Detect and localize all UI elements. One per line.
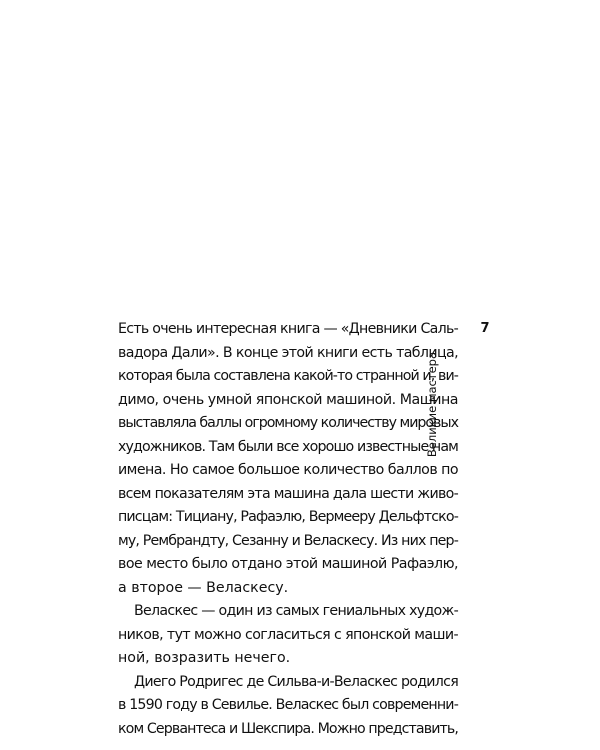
page-number: 7 xyxy=(480,321,490,336)
text-line: ников, тут можно согласиться с японской маши- xyxy=(118,626,458,643)
text-line: ком Сервантеса и Шекспира. Можно представить, xyxy=(118,720,458,737)
running-head-text: Великие мастера xyxy=(425,352,439,458)
text-line: му, Рембрандту, Сезанну и Веласкесу. Из них пер- xyxy=(118,532,458,549)
text-line: в 1590 году в Севилье. Веласкес был современни- xyxy=(118,697,458,713)
body-text xyxy=(118,318,458,741)
text-line: выставляла баллы огромному количеству мировых xyxy=(118,415,458,431)
text-line: а второе — Веласкесу. xyxy=(118,579,289,596)
text-line: вое место было отдано этой машиной Рафаэлю, xyxy=(118,556,458,572)
text-line: всем показателям эта машина дала шести живо- xyxy=(118,485,458,502)
text-line: димо, очень умной японской машиной. Машина xyxy=(118,391,458,408)
text-line: ной, возразить нечего. xyxy=(118,650,291,666)
text-line: художников. Там были все хорошо известные нам xyxy=(118,438,458,455)
text-line: Веласкес — один из самых гениальных худож- xyxy=(134,603,458,619)
running-head xyxy=(425,352,492,472)
text-line: писцам: Тициану, Рафаэлю, Вермееру Дельфтско- xyxy=(118,509,458,525)
text-line: имена. Но самое большое количество баллов по xyxy=(118,462,458,478)
text-line: которая была составлена какой-то странной и, ви- xyxy=(118,368,458,384)
text-line: вадора Дали». В конце этой книги есть таблица, xyxy=(118,344,458,361)
text-line: Диего Родригес де Сильва-и-Веласкес родился xyxy=(134,673,458,690)
text-line: Есть очень интересная книга — «Дневники Саль- xyxy=(118,321,458,337)
